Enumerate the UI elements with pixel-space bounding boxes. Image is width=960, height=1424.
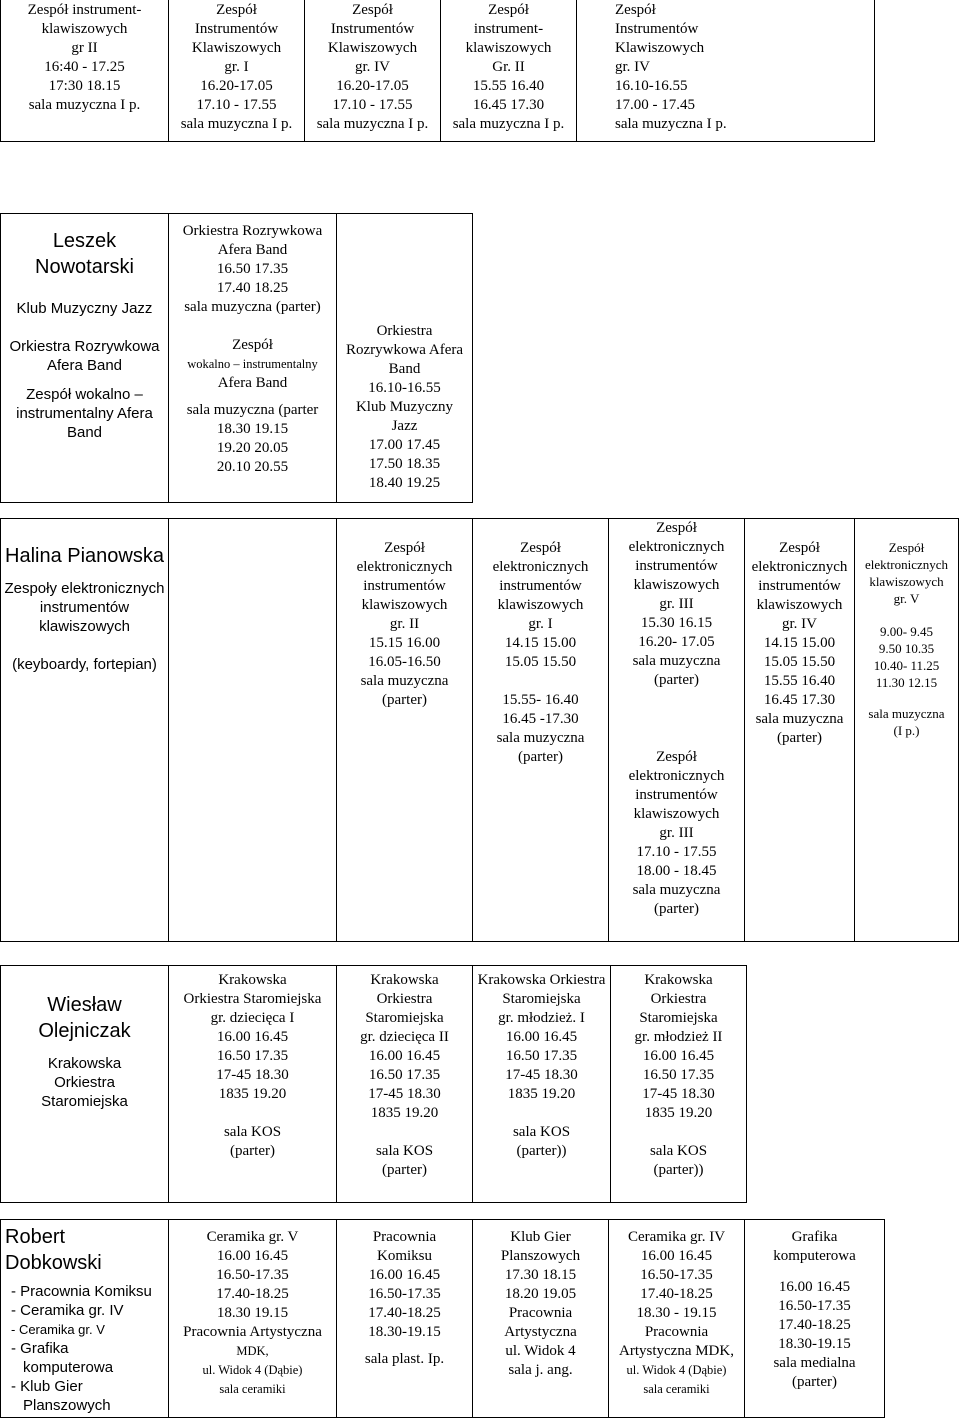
pianowska-col-6: Zespół elektronicznych klawiszowych gr. V 9.00- 9.45 9.50 10.35 10.40- 11.25 11.30 12.15 sala muzyczna (I p.) (855, 519, 959, 942)
teacher-dobkowski: Robert Dobkowski - Pracownia Komiksu - Ceramika gr. IV - Ceramika gr. V - Grafika komputerowa - Klub Gier Planszowych (1, 1220, 169, 1418)
top-cell-1: Zespół instrument- klawiszowych gr II 16:40 - 17.25 17:30 18.15 sala muzyczna I p. (1, 0, 169, 142)
pianowska-col-4: Zespół elektronicznych instrumentów klawiszowych gr. III 15.30 16.15 16.20- 17.05 sala muzyczna (parter) Zespół elektronicznych instrumentów klawiszowych gr. III 17.10 - 17.55 18.00 - 18.45 sala muzyczna (parter) (609, 519, 745, 942)
olejniczak-col-3: Krakowska Orkiestra Staromiejska gr. młodzież. I 16.00 16.45 16.50 17.35 17-45 18.30 1835 19.20 sala KOS (parter)) (473, 966, 611, 1203)
olejniczak-col-1: Krakowska Orkiestra Staromiejska gr. dziecięca I 16.00 16.45 16.50 17.35 17-45 18.30 1835 19.20 sala KOS (parter) (169, 966, 337, 1203)
dobkowski-col-3: Klub Gier Planszowych 17.30 18.15 18.20 19.05 Pracownia Artystyczna ul. Widok 4 sala j. ang. (473, 1220, 609, 1418)
dobkowski-col-4: Ceramika gr. IV 16.00 16.45 16.50-17.35 17.40-18.25 18.30 - 19.15 Pracownia Artystyczna MDK, ul. Widok 4 (Dąbie) sala ceramiki (609, 1220, 745, 1418)
teacher-nowotarski: Leszek Nowotarski Klub Muzyczny Jazz Orkiestra Rozrywkowa Afera Band Zespół wokalno – instrumentalny Afera Band (1, 214, 169, 503)
pianowska-col-1 (169, 519, 337, 942)
teacher-pianowska: Halina Pianowska Zespoły elektronicznych instrumentów klawiszowych (keyboardy, fortepian) (1, 519, 169, 942)
olejniczak-col-4: Krakowska Orkiestra Staromiejska gr. młodzież II 16.00 16.45 16.50 17.35 17-45 18.30 1835 19.20 sala KOS (parter)) (611, 966, 747, 1203)
olejniczak-col-2: Krakowska Orkiestra Staromiejska gr. dziecięca II 16.00 16.45 16.50 17.35 17-45 18.30 1835 19.20 sala KOS (parter) (337, 966, 473, 1203)
pianowska-col-3: Zespół elektronicznych instrumentów klawiszowych gr. I 14.15 15.00 15.05 15.50 15.55- 16.40 16.45 -17.30 sala muzyczna (parter) (473, 519, 609, 942)
pianowska-row (0, 518, 959, 942)
olejniczak-row (0, 965, 747, 1203)
nowotarski-col-1: Orkiestra Rozrywkowa Afera Band 16.50 17.35 17.40 18.25 sala muzyczna (parter) Zespół wokalno – instrumentalny Afera Band sala muzyczna (parter 18.30 19.15 19.20 20.05 20.10 20.55 (169, 214, 337, 503)
nowotarski-row (0, 213, 473, 503)
top-cell-5: Zespół Instrumentów Klawiszowych gr. IV 16.10-16.55 17.00 - 17.45 sala muzyczna I p. (577, 0, 875, 142)
dobkowski-col-2: Pracownia Komiksu 16.00 16.45 16.50-17.35 17.40-18.25 18.30-19.15 sala plast. Ip. (337, 1220, 473, 1418)
teacher-olejniczak: Wiesław Olejniczak Krakowska Orkiestra Staromiejska (1, 966, 169, 1203)
top-cell-4: Zespół instrument- klawiszowych Gr. II 15.55 16.40 16.45 17.30 sala muzyczna I p. (441, 0, 577, 142)
pianowska-col-2: Zespół elektronicznych instrumentów klawiszowych gr. II 15.15 16.00 16.05-16.50 sala muzyczna (parter) (337, 519, 473, 942)
top-cell-2: Zespół Instrumentów Klawiszowych gr. I 16.20-17.05 17.10 - 17.55 sala muzyczna I p. (169, 0, 305, 142)
top-schedule-row (0, 0, 875, 142)
nowotarski-col-2: Orkiestra Rozrywkowa Afera Band 16.10-16.55 Klub Muzyczny Jazz 17.00 17.45 17.50 18.35 18.40 19.25 (337, 214, 473, 503)
dobkowski-row (0, 1219, 885, 1418)
pianowska-col-5: Zespół elektronicznych instrumentów klawiszowych gr. IV 14.15 15.00 15.05 15.50 15.55 16.40 16.45 17.30 sala muzyczna (parter) (745, 519, 855, 942)
dobkowski-col-5: Grafika komputerowa 16.00 16.45 16.50-17.35 17.40-18.25 18.30-19.15 sala medialna (parter) (745, 1220, 885, 1418)
top-cell-3: Zespół Instrumentów Klawiszowych gr. IV 16.20-17.05 17.10 - 17.55 sala muzyczna I p. (305, 0, 441, 142)
dobkowski-col-1: Ceramika gr. V 16.00 16.45 16.50-17.35 17.40-18.25 18.30 19.15 Pracownia Artystyczna MDK, ul. Widok 4 (Dąbie) sala ceramiki (169, 1220, 337, 1418)
